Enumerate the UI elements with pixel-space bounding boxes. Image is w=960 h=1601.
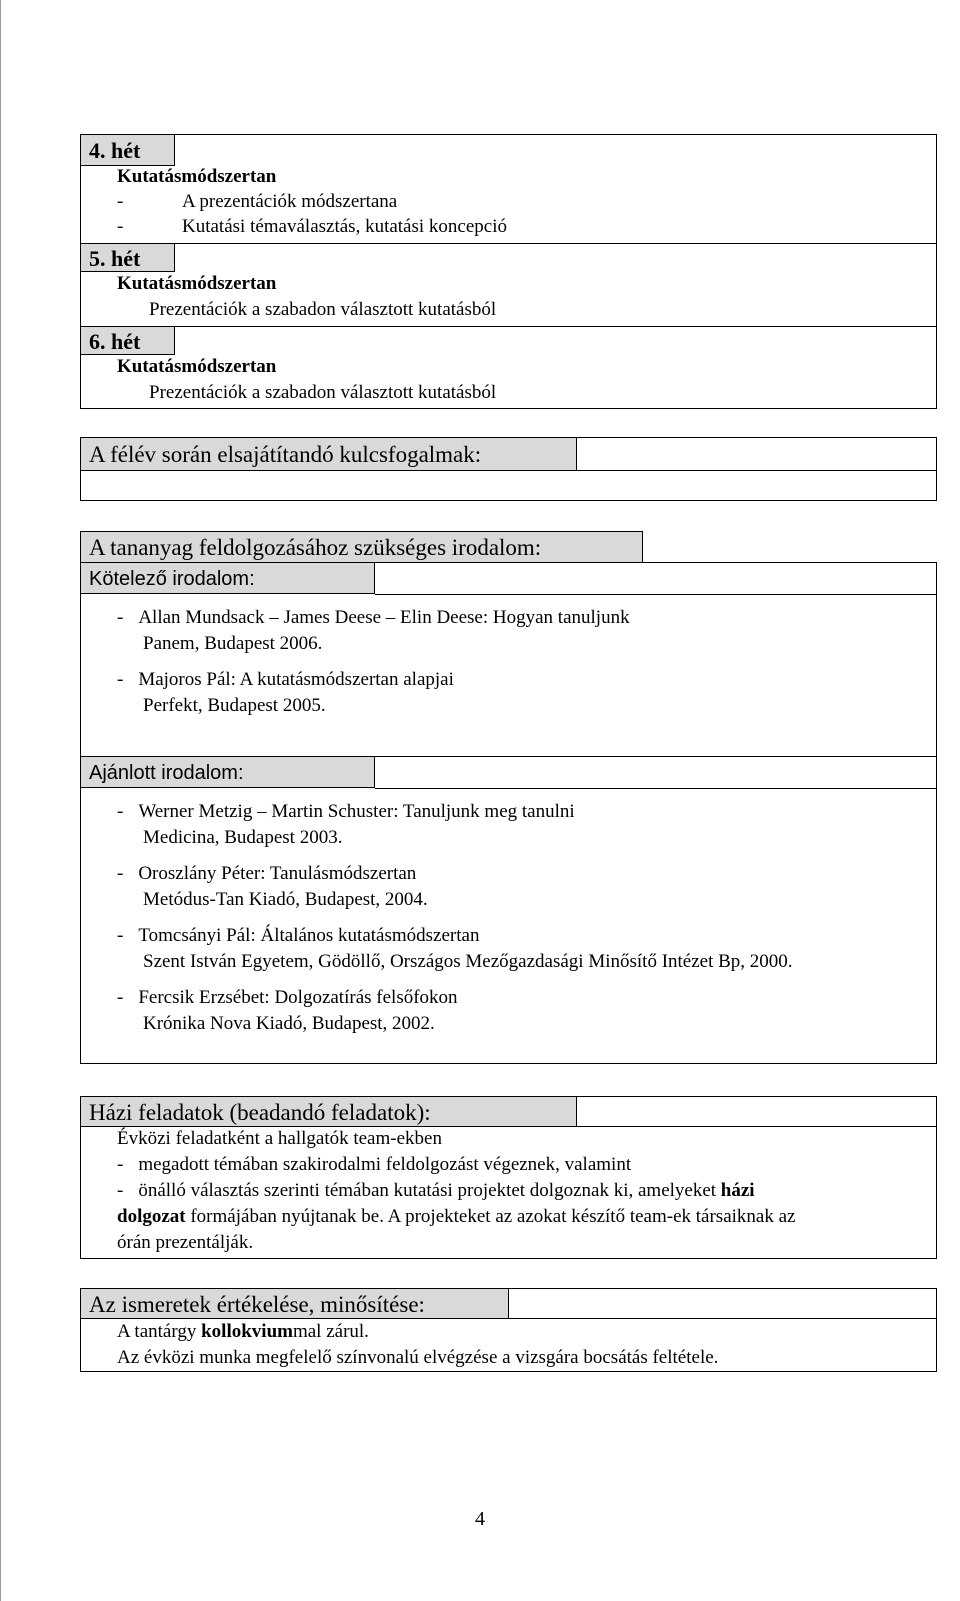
week-topic: Prezentációk a szabadon választott kutatásból [149, 382, 497, 403]
homework-text: órán prezentálják. [117, 1232, 254, 1253]
homework-item: - megadott témában szakirodalmi feldolgozást végeznek, valamint [117, 1154, 632, 1175]
page-edge [0, 0, 1, 1601]
required-literature-title: Kötelező irodalom: [80, 562, 375, 594]
divider [175, 326, 937, 327]
literature-publisher: Szent István Egyetem, Gödöllő, Országos Mezőgazdasági Minősítő Intézet Bp, 2000. [143, 951, 793, 972]
week-label: 4. hét [80, 134, 175, 166]
week-label: 5. hét [80, 243, 175, 272]
week-subject: Kutatásmódszertan [117, 166, 277, 187]
week-topic: Prezentációk a szabadon választott kutatásból [149, 299, 497, 320]
literature-publisher: Medicina, Budapest 2003. [143, 827, 343, 848]
literature-item: - Fercsik Erzsébet: Dolgozatírás felsőfokon [117, 987, 458, 1008]
key-concepts-title: A félév során elsajátítandó kulcsfogalmak: [80, 437, 577, 471]
week-subject: Kutatásmódszertan [117, 273, 277, 294]
divider [375, 594, 937, 595]
week-topic-item: - Kutatási témaválasztás, kutatási koncepció [117, 216, 507, 237]
evaluation-title: Az ismeretek értékelése, minősítése: [80, 1288, 509, 1319]
page-number: 4 [475, 1508, 485, 1530]
week-topic-item: - A prezentációk módszertana [117, 191, 398, 212]
literature-publisher: Panem, Budapest 2006. [143, 633, 323, 654]
divider [576, 470, 937, 471]
homework-title: Házi feladatok (beadandó feladatok): [80, 1096, 577, 1127]
literature-item: - Werner Metzig – Martin Schuster: Tanuljunk meg tanulni [117, 801, 575, 822]
divider [175, 243, 937, 244]
literature-item: - Tomcsányi Pál: Általános kutatásmódszertan [117, 925, 480, 946]
divider [508, 1318, 937, 1319]
evaluation-text: A tantárgy kollokviummal zárul. [117, 1321, 369, 1342]
divider [576, 1126, 937, 1127]
literature-item: - Allan Mundsack – James Deese – Elin Deese: Hogyan tanuljunk [117, 607, 630, 628]
week-subject: Kutatásmódszertan [117, 356, 277, 377]
homework-text: dolgozat formájában nyújtanak be. A projekteket az azokat készítő team-ek társaiknak az [117, 1206, 796, 1227]
literature-item: - Majoros Pál: A kutatásmódszertan alapjai [117, 669, 454, 690]
homework-item: - önálló választás szerinti témában kutatási projektet dolgoznak ki, amelyeket házi [117, 1180, 755, 1201]
evaluation-text: Az évközi munka megfelelő színvonalú elvégzése a vizsgára bocsátás feltétele. [117, 1347, 719, 1368]
homework-intro: Évközi feladatként a hallgatók team-ekben [117, 1128, 442, 1149]
literature-publisher: Metódus-Tan Kiadó, Budapest, 2004. [143, 889, 428, 910]
literature-title: A tananyag feldolgozásához szükséges irodalom: [80, 531, 643, 563]
literature-publisher: Perfekt, Budapest 2005. [143, 695, 326, 716]
divider [375, 788, 937, 789]
week-label: 6. hét [80, 326, 175, 355]
literature-item: - Oroszlány Péter: Tanulásmódszertan [117, 863, 417, 884]
literature-publisher: Krónika Nova Kiadó, Budapest, 2002. [143, 1013, 435, 1034]
recommended-literature-title: Ajánlott irodalom: [80, 756, 375, 788]
